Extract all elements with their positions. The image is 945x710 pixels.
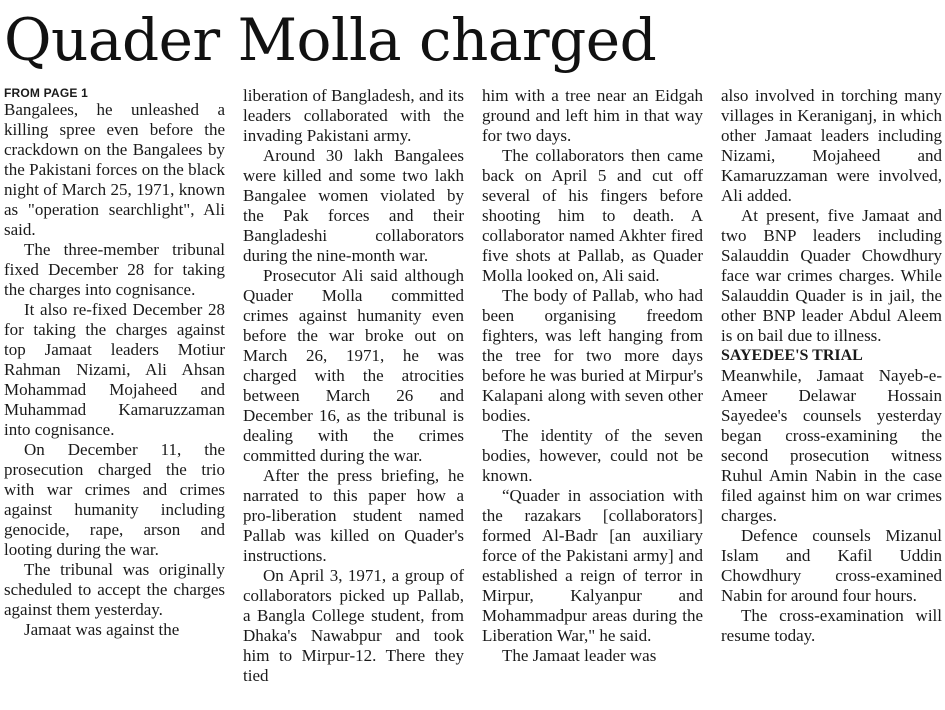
subhead: SAYEDEE'S TRIAL bbox=[721, 347, 863, 364]
paragraph: Around 30 lakh Bangalees were killed and some two lakh Bangalee women violated by the Pak forces and their Bangladeshi collaborators during the nine-month war. bbox=[243, 146, 464, 265]
headline: Quader Molla charged bbox=[4, 6, 657, 74]
paragraph: Defence counsels Mizanul Islam and Kafil Uddin Chowdhury cross-examined Nabin for around four hours. bbox=[721, 526, 942, 605]
paragraph: After the press briefing, he narrated to this paper how a pro-liberation student named Pallab was killed on Quader's instructions. bbox=[243, 466, 464, 565]
paragraph: him with a tree near an Eidgah ground and left him in that way for two days. bbox=[482, 86, 703, 145]
paragraph: The collaborators then came back on April 5 and cut off several of his fingers before shooting him to death. A collaborator named Akhter fired five shots at Pallab, as Quader Molla looked on, Ali said. bbox=[482, 146, 703, 285]
paragraph: On December 11, the prosecution charged the trio with war crimes and crimes against humanity including genocide, rape, arson and looting during the war. bbox=[4, 440, 225, 559]
paragraph: At present, five Jamaat and two BNP leaders including Salauddin Quader Chowdhury face war crimes charges. While Salauddin Quader is in jail, the other BNP leader Abdul Aleem is on bail due to illness. bbox=[721, 206, 942, 345]
paragraph: The identity of the seven bodies, however, could not be known. bbox=[482, 426, 703, 485]
paragraph: also involved in torching many villages in Keraniganj, in which other Jamaat leaders including Nizami, Mojaheed and Kamaruzzaman were involved, Ali added. bbox=[721, 86, 942, 205]
paragraph: Bangalees, he unleashed a killing spree even before the crackdown on the Bangalees by the Pakistani forces on the black night of March 25, 1971, known as "operation searchlight", Ali said. bbox=[4, 100, 225, 239]
article-column-3 bbox=[482, 86, 703, 666]
paragraph: Meanwhile, Jamaat Nayeb-e-Ameer Delawar Hossain Sayedee's counsels yesterday began cross-examining the second prosecution witness Ruhul Amin Nabin in the case filed against him on war crimes charges. bbox=[721, 366, 942, 525]
paragraph: Jamaat was against the bbox=[24, 620, 180, 639]
kicker: FROM PAGE 1 bbox=[4, 86, 88, 100]
paragraph: “Quader in association with the razakars [collaborators] formed Al-Badr [an auxiliary force of the Pakistani army] and established a reign of terror in Mirpur, Kalyanpur and Mohammadpur areas during the Liberation War," he said. bbox=[482, 486, 703, 645]
article-column-4 bbox=[721, 86, 942, 646]
paragraph: liberation of Bangladesh, and its leaders collaborated with the invading Pakistani army. bbox=[243, 86, 464, 145]
paragraph: The cross-examination will resume today. bbox=[721, 606, 942, 645]
article-column-2 bbox=[243, 86, 464, 686]
article-column-1 bbox=[4, 86, 225, 640]
paragraph: Prosecutor Ali said although Quader Molla committed crimes against humanity even before the war broke out on March 26, 1971, he was charged with the atrocities between March 26 and December 16, as the tribunal is dealing with the crimes committed during the war. bbox=[243, 266, 464, 465]
paragraph: On April 3, 1971, a group of collaborators picked up Pallab, a Bangla College student, from Dhaka's Nawabpur and took him to Mirpur-12. There they tied bbox=[243, 566, 464, 685]
paragraph: The body of Pallab, who had been organising freedom fighters, was left hanging from the tree for two more days before he was buried at Mirpur's Kalapani along with seven other bodies. bbox=[482, 286, 703, 425]
paragraph: The tribunal was originally scheduled to accept the charges against them yesterday. bbox=[4, 560, 225, 619]
paragraph: The Jamaat leader was bbox=[502, 646, 657, 665]
paragraph: The three-member tribunal fixed December 28 for taking the charges into cognisance. bbox=[4, 240, 225, 299]
paragraph: It also re-fixed December 28 for taking the charges against top Jamaat leaders Motiur Rahman Nizami, Ali Ahsan Mohammad Mojaheed and Muhammad Kamaruzzaman into cognisance. bbox=[4, 300, 225, 439]
